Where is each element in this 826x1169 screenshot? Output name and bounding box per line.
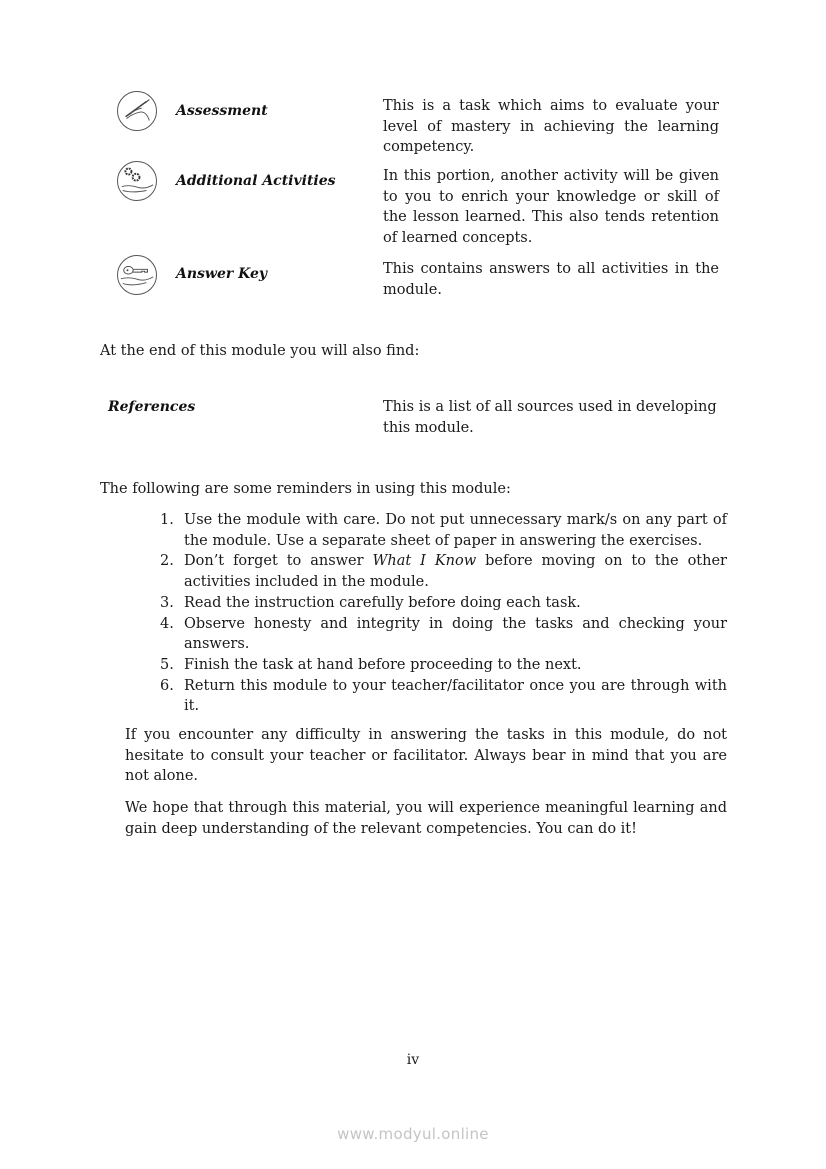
reminder-item [150, 593, 727, 614]
reminder-text-part: Don’t forget to answer [184, 553, 373, 570]
reminder-number: 1. [160, 512, 174, 528]
reminder-number: 5. [160, 656, 174, 673]
reminders-intro: The following are some reminders in using this module: [100, 481, 511, 497]
references-description: This is a list of all sources used in developing this module. [383, 399, 717, 436]
reminder-text: Use the module with care. Do not put unnecessary mark/s on any part of the module. Use a separate sheet of paper in answering the exercises. [184, 512, 727, 549]
reminders-list [150, 510, 727, 717]
reminder-text-part: before moving on to the other activities included in the module. [184, 553, 727, 591]
reminder-item [150, 614, 727, 655]
key-on-hand-icon [117, 255, 157, 295]
reminder-number: 4. [160, 615, 174, 632]
reminder-text: Return this module to your teacher/facilitator once you are through with it. [184, 677, 727, 715]
reminder-item [150, 510, 727, 551]
reminder-number: 3. [160, 594, 174, 611]
hand-writing-pen-icon [117, 91, 157, 131]
additional-activities-description: In this portion, another activity will be given to you to enrich your knowledge or skill of the lesson learned. This also tends retention of learned concepts. [383, 168, 719, 247]
reminder-item [150, 655, 727, 676]
watermark: www.modyul.online [337, 1125, 489, 1143]
reminder-text: Observe honesty and integrity in doing the tasks and checking your answers. [184, 615, 727, 653]
references-label: References [108, 399, 196, 415]
answer-key-description: This contains answers to all activities in the module. [383, 261, 719, 298]
assessment-description: This is a task which aims to evaluate your level of mastery in achieving the learning competency. [383, 98, 719, 156]
answer-key-label: Answer Key [176, 266, 268, 282]
page-number: iv [406, 1052, 420, 1068]
additional-activities-label: Additional Activities [176, 173, 336, 189]
reminder-number: 6. [160, 677, 174, 694]
reminder-text: Read the instruction carefully before doing each task. [184, 594, 581, 611]
reminder-item [150, 551, 727, 592]
what-i-know-emphasis: What I Know [372, 553, 477, 570]
gears-on-hand-icon [117, 161, 157, 201]
closing-paragraph-encouragement: We hope that through this material, you will experience meaningful learning and gain deep understanding of the relevant competencies. You can do it! [125, 800, 727, 837]
end-of-module-intro: At the end of this module you will also find: [100, 343, 420, 359]
reminder-number: 2. [160, 553, 174, 570]
reminder-text [184, 553, 727, 590]
assessment-label: Assessment [176, 103, 268, 119]
closing-paragraph-difficulty: If you encounter any difficulty in answering the tasks in this module, do not hesitate to consult your teacher or facilitator. Always bear in mind that you are not alone. [125, 727, 727, 785]
reminder-text: Finish the task at hand before proceeding to the next. [184, 656, 582, 673]
reminder-item [150, 676, 727, 717]
